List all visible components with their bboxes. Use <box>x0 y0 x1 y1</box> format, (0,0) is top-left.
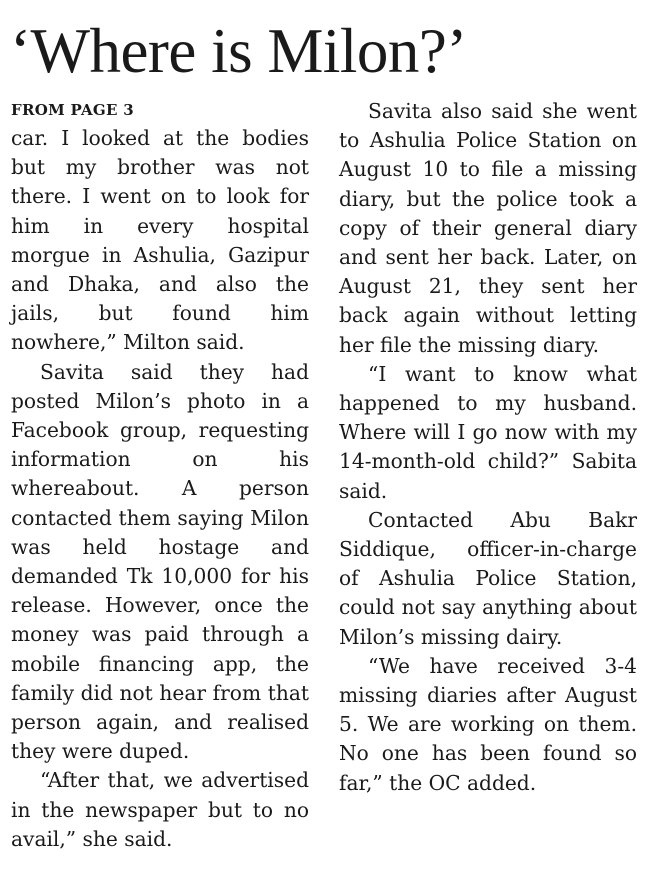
paragraph: car. I looked at the bodies but my brother was not there. I went on to look for him in every hospital morgue in Ashulia, Gazipur and Dhaka, and also the jails, but found him nowhere,” Milton said. <box>11 126 309 355</box>
paragraph: “We have received 3-4 missing diaries after August 5. We are working on them. No one has been found so far,” the OC added. <box>339 653 637 795</box>
article-column-left <box>11 97 309 854</box>
headline: ‘Where is Milon?’ <box>10 16 467 86</box>
jump-line: FROM PAGE 3 <box>11 101 135 119</box>
paragraph: “After that, we advertised in the newspaper but to no avail,” she said. <box>11 768 309 851</box>
paragraph: Contacted Abu Bakr Siddique, officer-in-charge of Ashulia Police Station, could not say anything about Milon’s missing dairy. <box>339 507 637 649</box>
paragraph: Savita also said she went to Ashulia Police Station on August 10 to file a missing diary, but the police took a copy of their general diary and sent her back. Later, on August 21, they sent her back again without letting her file the missing diary. <box>339 99 637 357</box>
paragraph: “I want to know what happened to my husband. Where will I go now with my 14-month-old child?” Sabita said. <box>339 361 637 503</box>
paragraph: Savita said they had posted Milon’s photo in a Facebook group, requesting information on his whereabout. A person contacted them saying Milon was held hostage and demanded Tk 10,000 for his release. However, once the money was paid through a mobile financing app, the family did not hear from that person again, and realised they were duped. <box>11 359 309 764</box>
article-column-right <box>339 97 637 798</box>
